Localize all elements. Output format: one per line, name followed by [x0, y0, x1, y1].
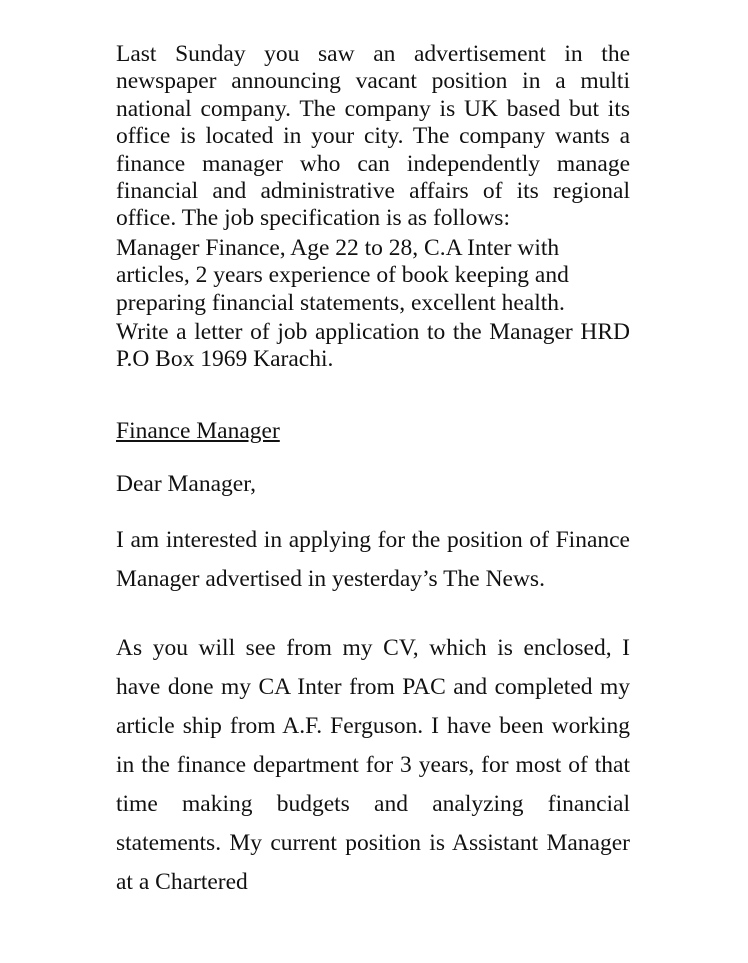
spacer: [116, 374, 630, 418]
document-text-column: [116, 41, 630, 902]
letter-paragraph-1: I am interested in applying for the position of Finance Manager advertised in yesterday’s The News.: [116, 526, 630, 592]
prompt-intro-paragraph: Last Sunday you saw an advertisement in the newspaper announcing vacant position in a multi national company. The company is UK based but its office is located in your city. The company wants a finance manager who can independently manage financial and administrative affairs of its regional office. The job specification is as follows:: [116, 41, 630, 232]
spacer: [116, 599, 630, 629]
letter-paragraph-2: As you will see from my CV, which is enclosed, I have done my CA Inter from PAC and completed my article ship from A.F. Ferguson. I have been working in the finance department for 3 years, for most of that time making budgets and analyzing financial statements. My current position is Assistant Manager at a Chartered: [116, 634, 630, 895]
spacer: [116, 445, 630, 471]
letter-salutation: Dear Manager,: [116, 471, 256, 498]
instruction-paragraph: Write a letter of job application to the Manager HRD P.O Box 1969 Karachi.: [116, 319, 630, 373]
spacer: [116, 499, 630, 521]
job-specification-paragraph: Manager Finance, Age 22 to 28, C.A Inter with articles, 2 years experience of book keeping and preparing financial statements, excellent health.: [116, 234, 569, 316]
letter-heading-text: Finance Manager: [116, 417, 280, 444]
letter-heading: [116, 418, 630, 445]
